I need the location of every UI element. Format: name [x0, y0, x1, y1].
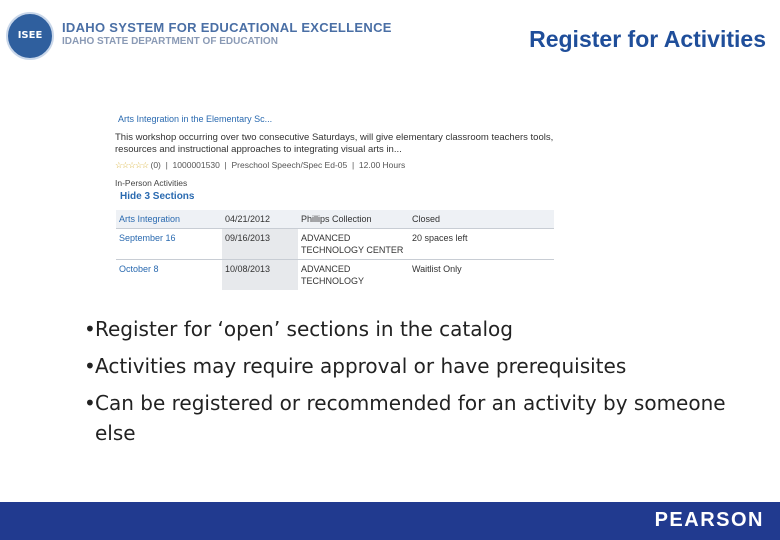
header — [0, 0, 780, 70]
isee-logo: ISEE — [6, 12, 54, 60]
org-name: IDAHO SYSTEM FOR EDUCATIONAL EXCELLENCE — [62, 20, 392, 35]
course-description: This workshop occurring over two consecutive Saturdays, will give elementary classroom teachers tools, resources and instructional approaches to integrating visual arts in... — [115, 132, 554, 155]
bullet-dot: • — [84, 317, 96, 341]
hide-sections-link[interactable]: Hide 3 Sections — [120, 191, 195, 202]
bullet-text: Can be registered or recommended for an activity by someone else — [95, 391, 726, 445]
section-row[interactable] — [116, 229, 554, 260]
program-type: In-Person Activities — [115, 178, 188, 188]
course-number: 1000001530 — [172, 160, 220, 170]
section-status: Waitlist Only — [409, 260, 554, 291]
section-location: ADVANCED TECHNOLOGY — [298, 260, 409, 291]
section-name[interactable]: September 16 — [116, 229, 222, 260]
section-name[interactable]: Arts Integration — [116, 210, 222, 229]
section-row[interactable] — [116, 260, 554, 291]
pearson-logo: PEARSON — [654, 509, 764, 531]
course-title-link[interactable]: Arts Integration in the Elementary Sc... — [118, 114, 273, 124]
bullet-list — [84, 314, 744, 455]
section-name[interactable]: October 8 — [116, 260, 222, 291]
section-date: 09/16/2013 — [222, 229, 298, 260]
section-date: 04/21/2012 — [222, 210, 298, 229]
course-category: Preschool Speech/Spec Ed-05 — [231, 160, 348, 170]
section-row[interactable] — [116, 210, 554, 229]
bullet-dot: • — [84, 354, 96, 378]
catalog-screenshot — [112, 108, 562, 302]
bullet-dot: • — [84, 391, 96, 415]
bullet-item — [84, 314, 744, 344]
section-location: ADVANCED TECHNOLOGY CENTER — [298, 229, 409, 260]
sections-table — [116, 210, 554, 290]
bullet-text: Activities may require approval or have prerequisites — [95, 354, 627, 378]
footer-bar — [0, 502, 780, 540]
bullet-text: Register for ‘open’ sections in the catalog — [95, 317, 513, 341]
section-status: 20 spaces left — [409, 229, 554, 260]
section-location: Phillips Collection — [298, 210, 409, 229]
bullet-item — [84, 351, 744, 381]
section-date: 10/08/2013 — [222, 260, 298, 291]
section-status: Closed — [409, 210, 554, 229]
course-hours: 12.00 Hours — [358, 160, 406, 170]
org-subname: IDAHO STATE DEPARTMENT OF EDUCATION — [62, 36, 278, 47]
course-meta: ☆☆☆☆☆ (0) | 1000001530 | Preschool Speech/Spec Ed-05 | 12.00 Hours — [115, 160, 406, 170]
rating-stars[interactable]: ☆☆☆☆☆ — [115, 160, 149, 170]
bullet-item — [84, 388, 744, 448]
slide-title: Register for Activities — [529, 26, 766, 52]
rating-count: (0) — [150, 160, 161, 170]
